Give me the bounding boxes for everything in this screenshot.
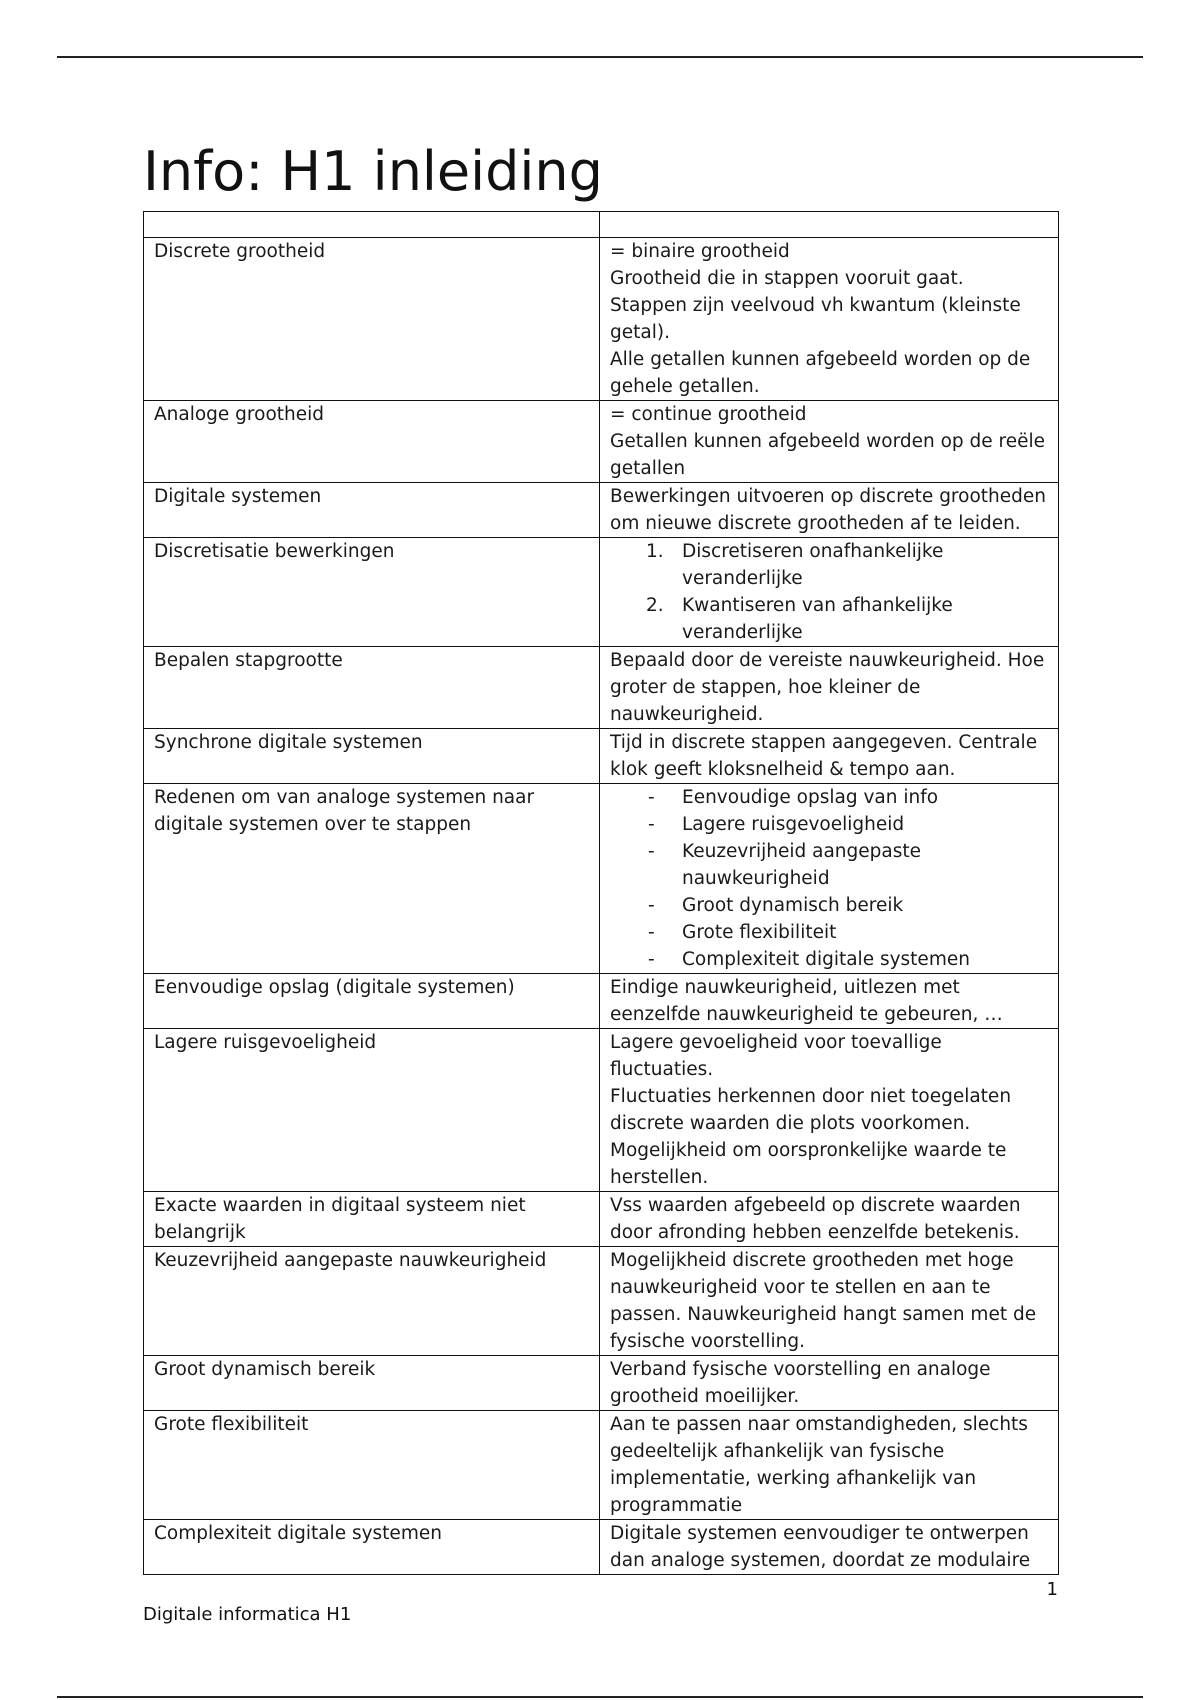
table-header-row [144,212,1059,238]
description-line: Bepaald door de vereiste nauwkeurigheid. Hoe groter de stappen, hoe kleiner de nauwkeurigheid. [610,650,1045,725]
description-line: Mogelijkheid discrete grootheden met hoge nauwkeurigheid voor te stellen en aan te passen. Nauwkeurigheid hangt samen met de fysische voorstelling. [610,1250,1037,1352]
term-cell: Lagere ruisgevoeligheid [144,1029,600,1192]
description-line: Grootheid die in stappen vooruit gaat. [610,268,964,289]
table-row [144,1247,1059,1356]
list-item-text: Keuzevrijheid aangepaste nauwkeurigheid [682,841,921,889]
term-cell: Exacte waarden in digitaal systeem niet belangrijk [144,1192,600,1247]
page-top-rule [57,56,1143,58]
term-cell: Groot dynamisch bereik [144,1356,600,1411]
list-item [610,784,1048,811]
bullet-dash: - [648,814,655,835]
description-line: Mogelijkheid om oorspronkelijke waarde te herstellen. [610,1140,1007,1188]
table-row [144,483,1059,538]
list-item [610,811,1048,838]
list-item-text: Lagere ruisgevoeligheid [682,814,905,835]
list-item [610,892,1048,919]
definitions-table [143,211,1059,1575]
description-cell [600,401,1059,483]
list-item-text: Discretiseren onafhankelijke veranderlijke [682,541,944,589]
description-cell [600,1192,1059,1247]
table-row [144,1520,1059,1575]
term-cell: Complexiteit digitale systemen [144,1520,600,1575]
term-cell: Keuzevrijheid aangepaste nauwkeurigheid [144,1247,600,1356]
list-item [610,946,1048,973]
description-cell [600,974,1059,1029]
term-cell: Digitale systemen [144,483,600,538]
list-item-text: Groot dynamisch bereik [682,895,904,916]
table-row [144,238,1059,401]
description-line: = continue grootheid [610,404,807,425]
description-cell [600,1247,1059,1356]
description-line: = binaire grootheid [610,241,790,262]
description-cell [600,647,1059,729]
description-line: Vss waarden afgebeeld op discrete waarden door afronding hebben eenzelfde betekenis. [610,1195,1021,1243]
term-cell: Analoge grootheid [144,401,600,483]
page-number: 1 [1046,1579,1058,1600]
bullet-dash: - [648,787,655,808]
description-line: Stappen zijn veelvoud vh kwantum (kleinste getal). [610,295,1021,343]
description-line: Aan te passen naar omstandigheden, slechts gedeeltelijk afhankelijk van fysische implementatie, werking afhankelijk van programmatie [610,1414,1028,1516]
table-row [144,401,1059,483]
bullet-dash: - [648,895,655,916]
list-number: 1. [646,541,664,562]
description-cell [600,538,1059,647]
description-line: Eindige nauwkeurigheid, uitlezen met eenzelfde nauwkeurigheid te gebeuren, … [610,977,1003,1025]
list-item [610,919,1048,946]
numbered-list [610,538,1048,646]
description-line: Alle getallen kunnen afgebeeld worden op de gehele getallen. [610,349,1031,397]
bullet-list [610,784,1048,973]
bullet-dash: - [648,841,655,862]
header-cell-term [144,212,600,238]
description-line: Verband fysische voorstelling en analoge grootheid moeilijker. [610,1359,991,1407]
page-bottom-rule [57,1696,1143,1698]
footer-text: Digitale informatica H1 [143,1604,352,1625]
header-cell-description [600,212,1059,238]
description-cell [600,729,1059,784]
description-cell [600,1411,1059,1520]
table-row [144,1411,1059,1520]
list-item-text: Kwantiseren van afhankelijke veranderlijke [682,595,953,643]
bullet-dash: - [648,949,655,970]
table-row [144,784,1059,974]
list-item-text: Complexiteit digitale systemen [682,949,970,970]
table-row [144,538,1059,647]
bullet-dash: - [648,922,655,943]
term-cell: Discretisatie bewerkingen [144,538,600,647]
description-line: Fluctuaties herkennen door niet toegelaten discrete waarden die plots voorkomen. [610,1086,1012,1134]
description-line: Bewerkingen uitvoeren op discrete grootheden om nieuwe discrete grootheden af te leiden. [610,486,1046,534]
term-cell: Grote flexibiliteit [144,1411,600,1520]
description-cell [600,238,1059,401]
table-row [144,647,1059,729]
list-item [610,838,1048,892]
description-line: Getallen kunnen afgebeeld worden op de reële getallen [610,431,1046,479]
description-line: Tijd in discrete stappen aangegeven. Centrale klok geeft kloksnelheid & tempo aan. [610,732,1038,780]
page-title: Info: H1 inleiding [143,140,603,203]
description-cell [600,483,1059,538]
table-row [144,1192,1059,1247]
term-cell: Redenen om van analoge systemen naar digitale systemen over te stappen [144,784,600,974]
description-cell [600,1356,1059,1411]
table-row [144,974,1059,1029]
term-cell: Synchrone digitale systemen [144,729,600,784]
description-line: Lagere gevoeligheid voor toevallige fluctuaties. [610,1032,942,1080]
list-item [610,538,1048,592]
description-line: Digitale systemen eenvoudiger te ontwerpen dan analoge systemen, doordat ze modulaire [610,1523,1031,1571]
term-cell: Discrete grootheid [144,238,600,401]
table-row [144,729,1059,784]
description-cell [600,1520,1059,1575]
description-cell [600,1029,1059,1192]
table-row [144,1356,1059,1411]
term-cell: Bepalen stapgrootte [144,647,600,729]
table-row [144,1029,1059,1192]
list-item-text: Grote flexibiliteit [682,922,837,943]
term-cell: Eenvoudige opslag (digitale systemen) [144,974,600,1029]
list-item [610,592,1048,646]
description-cell [600,784,1059,974]
list-item-text: Eenvoudige opslag van info [682,787,939,808]
list-number: 2. [646,595,664,616]
